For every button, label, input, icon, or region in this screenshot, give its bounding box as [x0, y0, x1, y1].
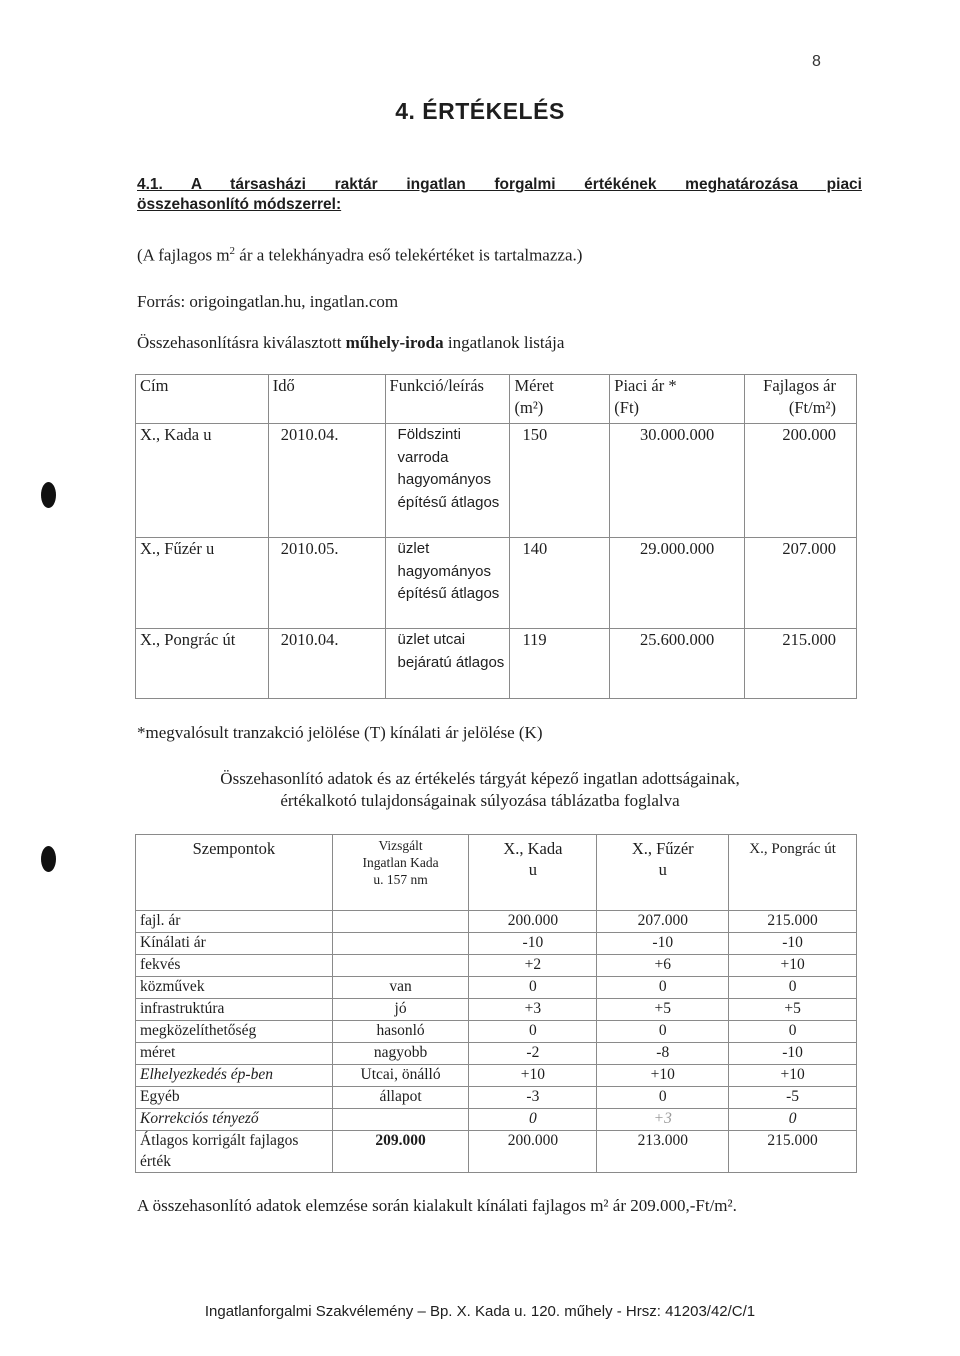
cell-label: infrastruktúra	[136, 999, 333, 1021]
cell-pongrac: +5	[729, 999, 857, 1021]
cell-kada: +10	[469, 1065, 597, 1087]
cell-cim: X., Kada u	[136, 424, 269, 538]
cell-kada: -3	[469, 1087, 597, 1109]
cell-kada: 0	[469, 1109, 597, 1131]
cell-label: Kínálati ár	[136, 933, 333, 955]
cell-vizsgalt	[332, 1109, 469, 1131]
cell-kada: +2	[469, 955, 597, 977]
header-meret	[510, 375, 610, 424]
cell-vizsgalt	[332, 911, 469, 933]
comparables-header-row	[136, 375, 857, 424]
header-funkcio: Funkció/leírás	[385, 375, 510, 424]
cell-vizsgalt: Utcai, önálló	[332, 1065, 469, 1087]
cell-kada: -2	[469, 1043, 597, 1065]
cell-label: méret	[136, 1043, 333, 1065]
cell-fuzer: +10	[597, 1065, 729, 1087]
cell-fuzer: -8	[597, 1043, 729, 1065]
cell-funkcio: Földszinti varroda hagyományos építésű átlagos	[385, 424, 510, 538]
cell-meret: 140	[510, 538, 610, 629]
cell-funkcio: üzlet hagyományos építésű átlagos	[385, 538, 510, 629]
cell-kada: 0	[469, 1021, 597, 1043]
header-meret-label: Méret	[514, 376, 554, 395]
cell-vizsgalt: jó	[332, 999, 469, 1021]
note-after: ár a telekhányadra eső telekértéket is tartalmazza.)	[235, 245, 583, 265]
header-pongrac: X., Pongrác út	[729, 835, 857, 911]
table-row	[136, 1109, 857, 1131]
cell-pongrac: 0	[729, 1021, 857, 1043]
cell-vizsgalt: nagyobb	[332, 1043, 469, 1065]
table-row	[136, 1131, 857, 1173]
binder-hole-dot	[41, 482, 56, 508]
cell-piaci: 30.000.000	[610, 424, 745, 538]
cell-ido: 2010.04.	[268, 629, 385, 699]
weighting-table	[135, 834, 857, 1173]
cell-fuzer: 207.000	[597, 911, 729, 933]
table-row	[136, 1043, 857, 1065]
header-fajlagos	[745, 375, 857, 424]
cell-piaci: 25.600.000	[610, 629, 745, 699]
cell-pongrac: -5	[729, 1087, 857, 1109]
comparables-table	[135, 374, 857, 699]
header-kada: X., Kada u	[469, 835, 597, 911]
cell-vizsgalt: hasonló	[332, 1021, 469, 1043]
note-sup: 2	[229, 245, 236, 257]
cell-pongrac: 0	[729, 1109, 857, 1131]
table-row	[136, 955, 857, 977]
header-fajlagos-unit: (Ft/m²)	[788, 398, 836, 417]
cell-vizsgalt	[332, 955, 469, 977]
header-szempontok: Szempontok	[136, 835, 333, 911]
cell-cim: X., Fűzér u	[136, 538, 269, 629]
cell-kada: -10	[469, 933, 597, 955]
source-line: Forrás: origoingatlan.hu, ingatlan.com	[137, 292, 399, 311]
list-title-before: Összehasonlításra kiválasztott	[137, 333, 346, 352]
cell-label: Elhelyezkedés ép-ben	[136, 1065, 333, 1087]
weighting-title-line1: Összehasonlító adatok és az értékelés tárgyát képező ingatlan adottságainak,	[220, 769, 740, 788]
page-footer: Ingatlanforgalmi Szakvélemény – Bp. X. Kada u. 120. műhely - Hrsz: 41203/42/C/1	[204, 1303, 756, 1320]
table-row	[136, 1087, 857, 1109]
cell-kada: +3	[469, 999, 597, 1021]
note-before: (A fajlagos m	[137, 245, 230, 265]
cell-fajlagos: 215.000	[745, 629, 857, 699]
table-row	[136, 629, 857, 699]
header-vizsgalt: Vizsgált Ingatlan Kada u. 157 nm	[332, 835, 469, 911]
table-row	[136, 933, 857, 955]
header-fajlagos-label: Fajlagos ár	[763, 376, 836, 395]
cell-label: Egyéb	[136, 1087, 333, 1109]
weighting-header-row	[136, 835, 857, 911]
table-row	[136, 1065, 857, 1087]
conclusion-paragraph: A összehasonlító adatok elemzése során kialakult kínálati fajlagos m² ár 209.000,-Ft/m².	[137, 1196, 737, 1215]
cell-pongrac: 215.000	[729, 911, 857, 933]
header-piaci	[610, 375, 745, 424]
header-meret-unit: (m²)	[514, 398, 544, 417]
table-row	[136, 977, 857, 999]
table-row	[136, 999, 857, 1021]
weighting-title-line2: értékalkotó tulajdonságainak súlyozása táblázatba foglalva	[280, 791, 680, 810]
header-fuzer: X., Fűzér u	[597, 835, 729, 911]
list-title-after: ingatlanok listája	[443, 333, 565, 352]
cell-pongrac: -10	[729, 1043, 857, 1065]
header-piaci-label: Piaci ár *	[614, 376, 677, 395]
cell-label: fekvés	[136, 955, 333, 977]
cell-pongrac: +10	[729, 955, 857, 977]
cell-fajlagos: 207.000	[745, 538, 857, 629]
table-row	[136, 424, 857, 538]
header-ido: Idő	[268, 375, 385, 424]
cell-label: Korrekciós tényező	[136, 1109, 333, 1131]
cell-label: megközelíthetőség	[136, 1021, 333, 1043]
cell-fuzer: 0	[597, 977, 729, 999]
cell-fuzer: +6	[597, 955, 729, 977]
cell-vizsgalt: 209.000	[332, 1131, 469, 1173]
cell-fuzer: +3	[597, 1109, 729, 1131]
cell-piaci: 29.000.000	[610, 538, 745, 629]
footnote: *megvalósult tranzakció jelölése (T) kínálati ár jelölése (K)	[137, 723, 543, 742]
header-cim: Cím	[136, 375, 269, 424]
cell-fuzer: +5	[597, 999, 729, 1021]
subsection-heading-line1: 4.1. A társasházi raktár ingatlan forgalmi értékének meghatározása piaci	[137, 176, 862, 193]
cell-pongrac: 215.000	[729, 1131, 857, 1173]
cell-vizsgalt	[332, 933, 469, 955]
cell-funkcio: üzlet utcai bejáratú átlagos	[385, 629, 510, 699]
cell-ido: 2010.05.	[268, 538, 385, 629]
list-title	[137, 333, 564, 353]
subsection-heading-line2: összehasonlító módszerrel:	[137, 196, 342, 213]
table-row	[136, 911, 857, 933]
cell-fuzer: -10	[597, 933, 729, 955]
section-heading: 4. ÉRTÉKELÉS	[395, 98, 565, 124]
cell-cim: X., Pongrác út	[136, 629, 269, 699]
cell-kada: 0	[469, 977, 597, 999]
header-piaci-unit: (Ft)	[614, 398, 640, 417]
cell-kada: 200.000	[469, 1131, 597, 1173]
cell-vizsgalt: állapot	[332, 1087, 469, 1109]
cell-meret: 150	[510, 424, 610, 538]
cell-label: Átlagos korrigált fajlagos érték	[136, 1131, 333, 1173]
cell-kada: 200.000	[469, 911, 597, 933]
table-row	[136, 1021, 857, 1043]
cell-ido: 2010.04.	[268, 424, 385, 538]
cell-pongrac: -10	[729, 933, 857, 955]
cell-fuzer: 0	[597, 1021, 729, 1043]
subsection-heading	[137, 175, 862, 215]
cell-fuzer: 0	[597, 1087, 729, 1109]
cell-pongrac: 0	[729, 977, 857, 999]
binder-hole-dot	[41, 846, 56, 872]
note-paragraph	[137, 245, 582, 266]
cell-pongrac: +10	[729, 1065, 857, 1087]
cell-fuzer: 213.000	[597, 1131, 729, 1173]
cell-vizsgalt: van	[332, 977, 469, 999]
page-number: 8	[812, 53, 821, 70]
table-row	[136, 538, 857, 629]
weighting-title	[0, 768, 960, 812]
list-title-bold: műhely-iroda	[345, 333, 444, 352]
cell-fajlagos: 200.000	[745, 424, 857, 538]
cell-label: közművek	[136, 977, 333, 999]
cell-label: fajl. ár	[136, 911, 333, 933]
cell-meret: 119	[510, 629, 610, 699]
